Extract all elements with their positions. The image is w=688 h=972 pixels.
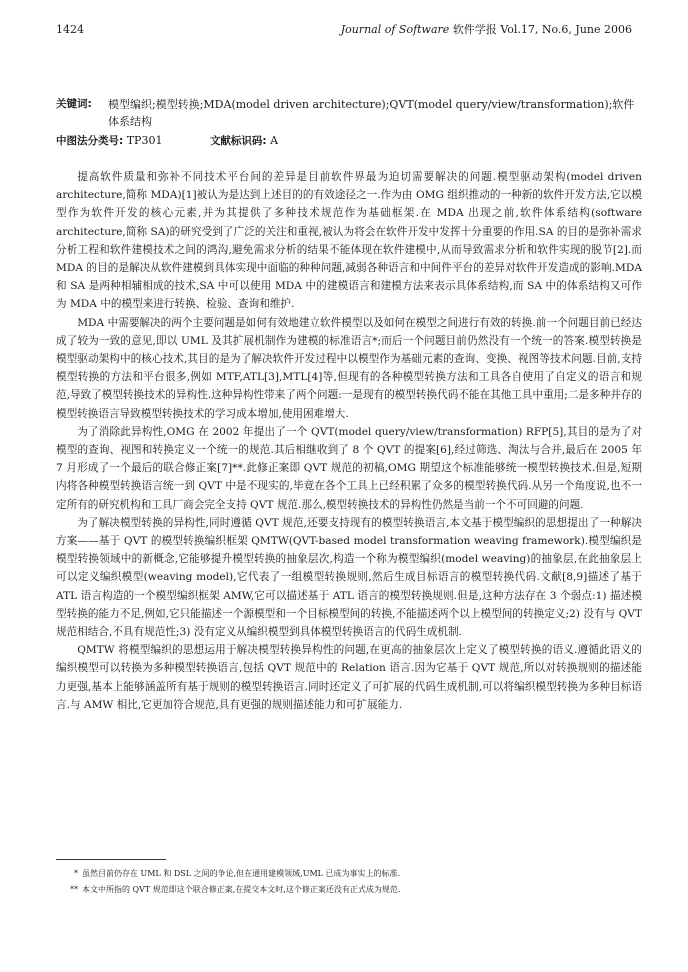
volume-info: Vol.17, No.6, June 2006 <box>500 23 632 36</box>
paragraph-intro: 提高软件质量和弥补不同技术平台间的差异是目前软件界最为迫切需要解决的问题.模型驱动架构(model driven architecture,简称 MDA)[1]被认为是达到上述目的的有效途径之一.作为由 OMG 组织推动的一种新的软件开发方法,它以模型作为软件开发的核心元素,并为其提供了多种技术规范作为基础框架.在 MDA 出现之前,软件体系结构(software architecture,简称 SA)的研究受到了广泛的关注和重视,被认为将会在软件开发中发挥十分重要的作用.SA 的目的是弥补需求分析工程和软件建模技术之间的鸿沟,避免需求分析的结果不能体现在软件建模中,从而导致需求分析和软件实现的脱节[2].而 MDA 的目的是解决从软件建模到具体实现中面临的种种问题,减弱各种语言和中间件平台的差异对软件开发造成的影响.MDA 和 SA 是两种相辅相成的技术,SA 中可以使用 MDA 中的建模语言和建模方法来表示具体系结构,而 SA 中的体系结构又可作为 MDA 中的模型来进行转换、检验、查询和维护. <box>56 171 642 311</box>
paragraph-qvt: 为了消除此异构性,OMG 在 2002 年提出了一个 QVT(model query/view/transformation) RFP[5],其目的是为了对模型的查询、视图和转换定义一个统一的规范.其后相继收到了 8 个 QVT 的提案[6],经过筛选、淘汰与合并,最后在 2005 年 7 月形成了一个最后的联合修正案[7]**.此修正案即 QVT 规范的初稿,OMG 期望这个标准能够统一模型转换技术.但是,短期内将各种模型转换语言统一到 QVT 中是不现实的,毕竟在各个工具上已经积累了众多的模型转换代码.从另一个角度说,也不一定所有的研究机构和工具厂商会完全支持 QVT 规范.那么,模型转换技术的异构性仍然是当前一个不可回避的问题. <box>56 425 642 511</box>
doc-code-value: A <box>270 134 279 147</box>
keywords-text: 模型编织;模型转换;MDA(model driven architecture);QVT(model query/view/transformation);软件体系结构 <box>108 98 635 128</box>
footnote-text: 本文中所指的 QVT 规范即这个联合修正案,在提交本文时,这个修正案还没有正式成为规范. <box>82 885 401 894</box>
page-number: 1424 <box>56 23 84 36</box>
clc-value: TP301 <box>126 134 163 147</box>
journal-citation <box>341 22 632 38</box>
footnote-1 <box>56 868 642 880</box>
paragraph-mda-problems: MDA 中需要解决的两个主要问题是如何有效地建立软件模型以及如何在模型之间进行有效的转换.前一个问题目前已经达成了较为一致的意见,即以 UML 及其扩展机制作为建模的标准语言*;而后一个问题目前仍然没有一个统一的答案.模型转换是模型驱动架构中的核心技术,其目的是为了解决软件开发过程中以模型作为基础元素的查询、变换、视图等技术问题.目前,支持模型转换的方法和平台很多,例如 MTF,ATL[3],MTL[4]等,但现有的各种模型转换方法和工具各自使用了自定义的语言和规范,导致了模型转换技术的异构性.这种异构性带来了两个问题:一是现有的模型转换代码不能在其他工具中重用;二是多种并存的模型转换语言导致模型转换技术的学习成本增加,使用困难增大. <box>56 316 642 420</box>
article-body <box>56 168 642 714</box>
paragraph-qmtw-summary: QMTW 将模型编织的思想运用于解决模型转换异构性的问题,在更高的抽象层次上定义了模型转换的语义.遵循此语义的编织模型可以转换为多种模型转换语言,包括 QVT 规范中的 Relation 语言.因为它基于 QVT 规范,所以对转换规则的描述能力更强,基本上能够涵盖所有基于规则的模型转换语言.同时还定义了可扩展的代码生成机制,可以将编织模型转换为多种目标语言.与 AMW 相比,它更加符合规范,具有更强的规则描述能力和可扩展能力. <box>56 644 642 711</box>
journal-name-en: Journal of Software <box>340 23 450 36</box>
classification-line <box>56 133 278 149</box>
footnote-divider <box>56 859 166 860</box>
running-header <box>56 22 632 38</box>
paragraph-qmtw: 为了解决模型转换的异构性,同时遵循 QVT 规范,还要支持现有的模型转换语言,本文基于模型编织的思想提出了一种解决方案——基于 QVT 的模型转换编织框架 QMTW(QVT-based model transformation weaving framework).模型编织是模型转换领域中的新概念,它能够提升模型转换的抽象层次,构造一个称为模型编织(model weaving)的抽象层,在此抽象层上可以定义编织模型(weaving model),它代表了一组模型转换规则,然后生成目标语言的模型转换代码.文献[8,9]描述了基于 ATL 语言构造的一个模型编织框架 AMW,它可以描述基于 ATL 语言的模型转换规则.但是,这种方法存在 3 个弱点:1) 描述模型转换的能力不足,例如,它只能描述一个源模型和一个目标模型间的转换,不能描述两个以上模型间的转换定义;2) 没有与 QVT 规范相结合,不具有规范性;3) 没有定义从编织模型到具体模型转换语言的代码生成机制. <box>56 516 642 639</box>
keywords-label: 关键词: <box>56 98 92 110</box>
footnote-2 <box>56 884 642 896</box>
footnote-mark: ** <box>70 885 78 894</box>
footnote-text: 虽然目前仍存在 UML 和 DSL 之间的争论,但在通用建模领域,UML 已成为事实上的标准. <box>82 869 401 878</box>
clc-label: 中图法分类号: <box>56 135 124 147</box>
footnote-mark: * <box>74 869 78 878</box>
journal-name-cn: 软件学报 <box>452 23 497 36</box>
keywords-block <box>56 96 642 130</box>
doc-code-label: 文献标识码: <box>209 135 267 147</box>
